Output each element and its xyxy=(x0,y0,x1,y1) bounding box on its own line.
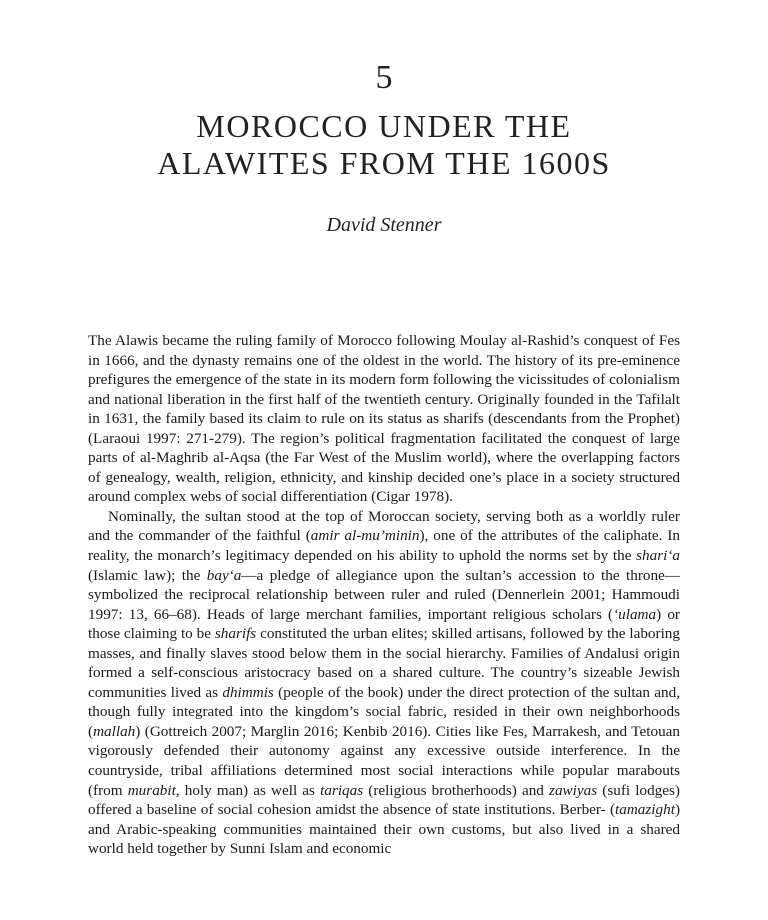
body-paragraph xyxy=(88,331,680,507)
italic-term: mallah xyxy=(93,722,136,740)
text-run: (sufi lodges) offered a baseline of social cohesion amidst the absence of state institutions. Berber- ( xyxy=(88,781,680,819)
italic-term: amir al-mu’minin xyxy=(310,527,420,545)
italic-term: bay‘a xyxy=(206,566,242,584)
text-run: Nominally, the sultan stood at the top of Moroccan society, serving both as a worldly ruler and the commander of the faithful ( xyxy=(88,507,680,545)
text-run: ) (Gottreich 2007; Marglin 2016; Kenbib 2016). Cities like Fes, Marrakesh, and Tetouan vigorously defended their autonomy against any excessive outside interference. In the countryside, tribal affiliations determined most social interactions while popular marabouts (from xyxy=(88,722,680,799)
italic-term: dhimmis xyxy=(222,683,274,701)
italic-term: zawiyas xyxy=(549,781,598,799)
text-run: (people of the book) under the direct protection of the sultan and, though fully integrated into the kingdom’s social fabric, resided in their own neighborhoods ( xyxy=(88,683,680,740)
body-paragraph xyxy=(88,507,680,859)
italic-term: ‘ulama xyxy=(613,605,657,623)
chapter-title-line-1: MOROCCO UNDER THE xyxy=(196,108,572,144)
italic-term: tariqas xyxy=(320,781,364,799)
text-run: ) or those claiming to be xyxy=(88,605,680,643)
text-run: (Islamic law); the xyxy=(88,566,207,584)
chapter-number: 5 xyxy=(375,59,393,96)
italic-term: tamazight xyxy=(615,801,675,819)
chapter-title xyxy=(0,108,768,182)
chapter-body xyxy=(88,331,680,859)
text-run: ) and Arabic-speaking communities maintained their own customs, but also lived in a shared world held together by Sunni Islam and economic xyxy=(88,801,680,858)
italic-term: sharifs xyxy=(214,625,257,643)
chapter-title-line-2: ALAWITES FROM THE 1600S xyxy=(157,145,611,181)
text-run: constituted the urban elites; skilled artisans, followed by the laboring masses, and finally slaves stood below them in the social hierarchy. Families of Andalusi origin formed a self-conscious aristocracy based on a shared culture. The country’s sizeable Jewish communities lived as xyxy=(88,625,680,701)
italic-term: shari‘a xyxy=(636,547,680,565)
italic-term: murabit xyxy=(127,781,176,799)
text-run: The Alawis became the ruling family of Morocco following Moulay al-Rashid’s conquest of Fes in 1666, and the dynasty remains one of the oldest in the world. The history of its pre-eminence prefigures the emergence of the state in its modern form following the vicissitudes of colonialism and national liberation in the first half of the twentieth century. Originally founded in the Tafilalt in 1631, the family based its claim to rule on its status as sharifs (descendants from the Prophet) (Laraoui 1997: 271-279). The region’s political fragmentation facilitated the conquest of large parts of al-Maghrib al-Aqsa (the Far West of the Muslim world), where the overlapping factors of genealogy, wealth, religion, ethnicity, and kinship decided one’s place in a society structured around complex webs of social differentiation (Cigar 1978). xyxy=(88,332,680,506)
text-run: ), one of the attributes of the caliphate. In reality, the monarch’s legitimacy depended on his ability to uphold the norms set by the xyxy=(88,527,680,565)
chapter-author: David Stenner xyxy=(326,214,442,236)
text-run: —a pledge of allegiance upon the sultan’s accession to the throne—symbolized the reciprocal relationship between ruler and ruled (Dennerlein 2001; Hammoudi 1997: 13, 66–68). Heads of large merchant families, important religious scholars ( xyxy=(88,566,680,623)
text-run: (religious brotherhoods) and xyxy=(363,781,550,799)
text-run: , holy man) as well as xyxy=(175,781,321,799)
